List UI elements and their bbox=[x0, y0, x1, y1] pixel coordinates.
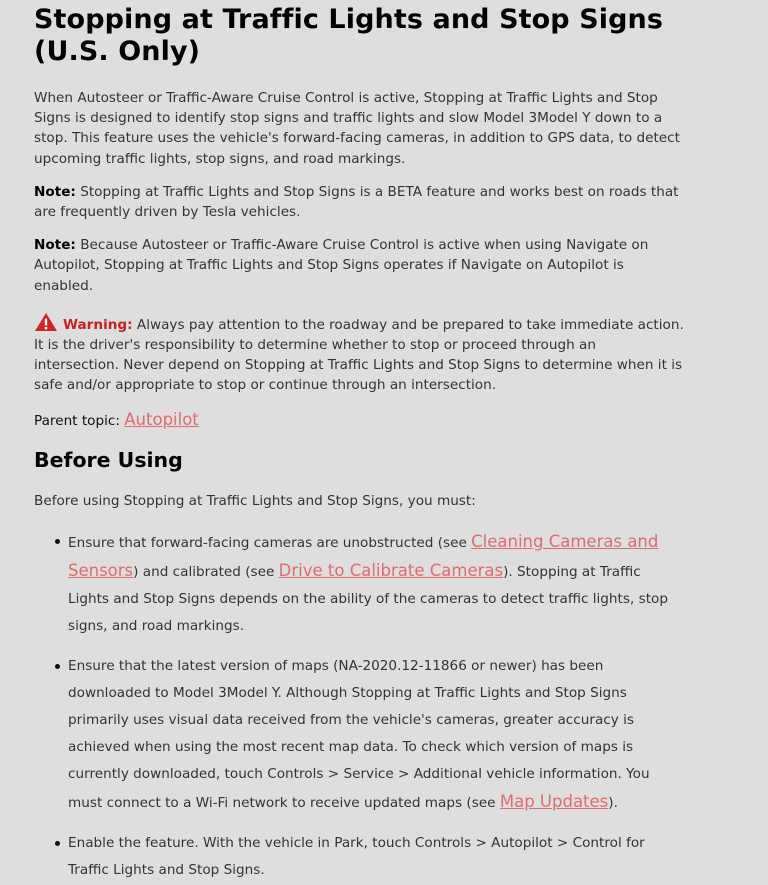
note-label: Note: bbox=[34, 237, 76, 254]
warning-label: Warning: bbox=[63, 316, 133, 333]
list-item bbox=[68, 653, 684, 817]
warning-text: Always pay attention to the roadway and be prepared to take immediate action. It is the driver's responsibility to determine whether to stop or proceed through an intersection. Never depend on Stopping at Traffic Lights and Stop Signs to determine when it is safe and/or appropriate to stop or continue through an intersection. bbox=[34, 316, 684, 394]
bullet-icon bbox=[55, 841, 60, 846]
page-title: Stopping at Traffic Lights and Stop Signs (U.S. Only) bbox=[34, 4, 664, 67]
note-text: Because Autosteer or Traffic-Aware Cruise Control is active when using Navigate on Autopilot, Stopping at Traffic Lights and Stop Signs operates if Navigate on Autopilot is enabled. bbox=[34, 237, 649, 294]
bullet-icon bbox=[55, 539, 60, 544]
link-drive-to-calibrate[interactable]: Drive to Calibrate Cameras bbox=[278, 560, 504, 580]
article bbox=[34, 0, 684, 885]
warning-paragraph bbox=[34, 312, 684, 396]
note-beta bbox=[34, 182, 684, 222]
bullet-icon bbox=[55, 664, 60, 669]
parent-topic-link[interactable]: Autopilot bbox=[124, 409, 199, 429]
list-item-text: Enable the feature. With the vehicle in Park, touch Controls > Autopilot > Control for Traffic Lights and Stop Signs. bbox=[68, 834, 645, 878]
section-intro: Before using Stopping at Traffic Lights and Stop Signs, you must: bbox=[34, 492, 476, 509]
list-item-text: ). bbox=[608, 794, 618, 811]
link-cleaning-cameras[interactable]: Cleaning Cameras and Sensors bbox=[68, 531, 659, 580]
list-item-text: ) and calibrated (see bbox=[133, 563, 279, 580]
note-label: Note: bbox=[34, 183, 76, 200]
list-item bbox=[68, 528, 684, 640]
intro-paragraph: When Autosteer or Traffic-Aware Cruise Control is active, Stopping at Traffic Lights and Stop Signs is designed to identify stop signs and traffic lights and slow Model 3Model Y down to a stop. This feature uses the vehicle's forward-facing cameras, in addition to GPS data, to detect upcoming traffic lights, stop signs, and road markings. bbox=[34, 90, 680, 167]
note-navigate-on-autopilot bbox=[34, 235, 684, 296]
note-text: Stopping at Traffic Lights and Stop Signs is a BETA feature and works best on roads that are frequently driven by Tesla vehicles. bbox=[34, 183, 679, 221]
parent-topic-label: Parent topic: bbox=[34, 412, 125, 429]
requirements-list bbox=[34, 528, 684, 884]
link-map-updates[interactable]: Map Updates bbox=[499, 791, 609, 811]
section-heading: Before Using bbox=[34, 447, 183, 472]
list-item-text: Ensure that the latest version of maps (NA-2020.12-11866 or newer) has been downloaded to Model 3Model Y. Although Stopping at Traffic Lights and Stop Signs primarily uses visual data received from the vehicle's cameras, greater accuracy is achieved when using the most recent map data. To check which version of maps is currently downloaded, touch Controls > Service > Additional vehicle information. You must connect to a Wi-Fi network to receive updated maps (see bbox=[68, 657, 650, 811]
list-item bbox=[68, 830, 684, 884]
parent-topic bbox=[34, 409, 684, 432]
list-item-text: ). Stopping at Traffic Lights and Stop Signs depends on the ability of the cameras to detect traffic lights, stop signs, and road markings. bbox=[68, 563, 668, 634]
warning-triangle-icon bbox=[34, 312, 58, 332]
list-item-text: Ensure that forward-facing cameras are unobstructed (see bbox=[68, 534, 472, 551]
